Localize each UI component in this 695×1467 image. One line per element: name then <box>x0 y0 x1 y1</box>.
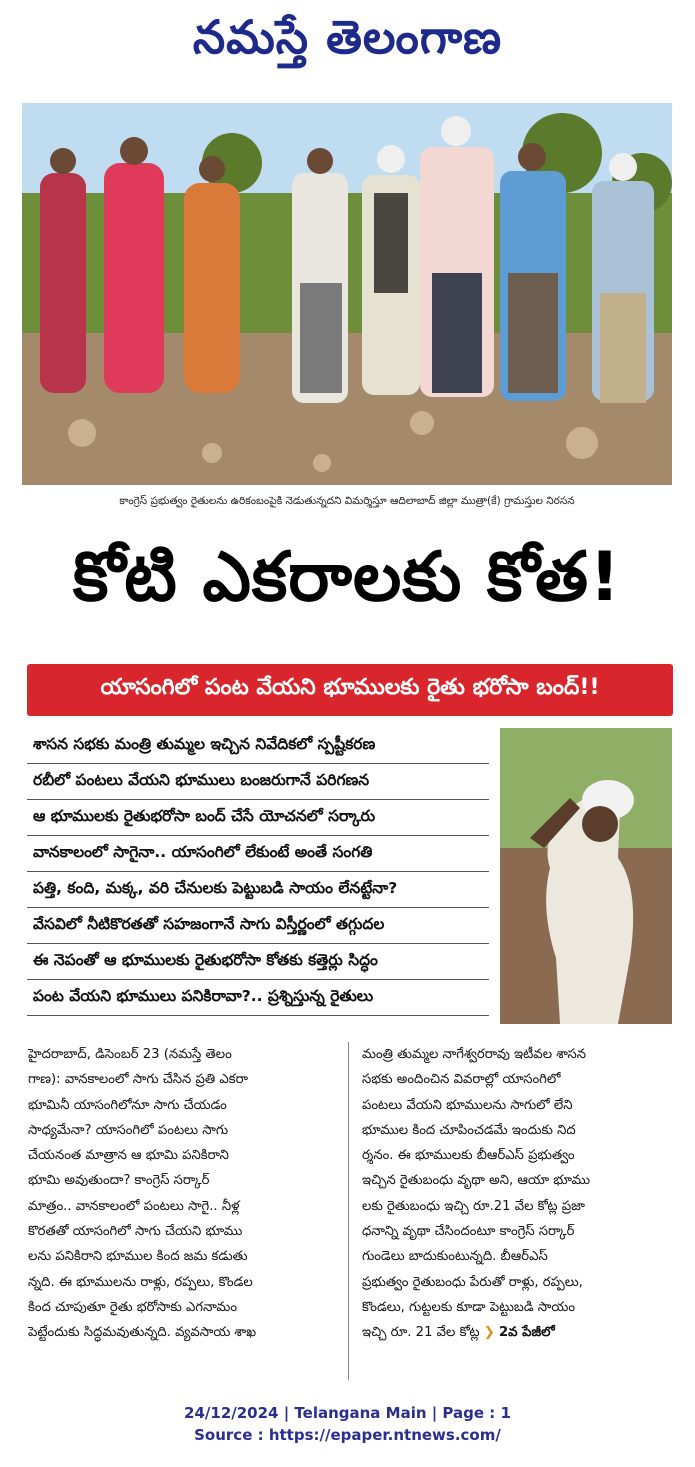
article-line: ర్శనం. ఈ భూములకు బీఆర్ఎస్ ప్రభుత్వం <box>362 1148 575 1164</box>
article-line: గుండెలు బాదుకుంటున్నది. బీఆర్ఎస్ <box>362 1249 548 1265</box>
highlights-list <box>27 728 489 1016</box>
article-line: భూమినీ యాసంగిలోనూ సాగు చేయడం <box>28 1097 227 1113</box>
farmer-photo <box>500 728 672 1024</box>
article-line: సాధ్యమేనా? యాసంగిలో పంటలు సాగు <box>28 1122 229 1138</box>
highlight-item: పత్తి, కంది, మక్క, వరి చేనులకు పెట్టుబడి సాయం లేనట్టేనా? <box>27 872 489 908</box>
highlight-item: శాసన సభకు మంత్రి తుమ్మల ఇచ్చిన నివేదికలో స్పష్టీకరణ <box>27 728 489 764</box>
article-line: న్నది. ఈ భూములను రాళ్లు, రప్పలు, కొండల <box>28 1274 253 1290</box>
headline <box>22 520 672 650</box>
highlight-item: ఆ భూములకు రైతుభరోసా బంద్ చేసే యోచనలో సర్కారు <box>27 800 489 836</box>
article-line: ఇచ్చిన రైతుబంధు వృథా అని, ఆయా భూము <box>362 1173 591 1189</box>
article-line: చేయనంత మాత్రాన ఆ భూమి పనికిరాని <box>28 1148 229 1164</box>
headline-text: కోటి ఎకరాలకు కోత! <box>72 537 622 617</box>
subheadline-banner <box>27 664 673 716</box>
column-divider <box>348 1042 349 1380</box>
article-line: హైదరాబాద్, డిసెంబర్ 23 (నమస్తే తెలం <box>28 1047 232 1062</box>
article-column-1 <box>28 1042 338 1346</box>
article-line: మాత్రం.. వానకాలంలో పంటలు సాగై.. నీళ్ల <box>28 1198 240 1214</box>
article-line: మంత్రి తుమ్మల నాగేశ్వరరావు ఇటీవల శాసన <box>362 1047 586 1062</box>
article-line: పెట్టేందుకు సిద్ధమవుతున్నది. వ్యవసాయ శాఖ <box>28 1325 257 1341</box>
article-line: ధనాన్ని వృథా చేసిందంటూ కాంగ్రెస్ సర్కార్ <box>362 1224 575 1240</box>
article-line-last <box>362 1320 672 1345</box>
page-footer <box>0 1402 695 1446</box>
article-column-2 <box>362 1042 672 1346</box>
photo-caption: కాంగ్రెస్ ప్రభుత్వం రైతులను ఉరికంబంపైకి నెడుతున్నదని విమర్శిస్తూ ఆదిలాబాద్ జిల్లా ముత్రా(కే) గ్రామస్తుల నిరసన <box>119 495 575 507</box>
article-line: ప్రభుత్వం రైతుబంధు పేరుతో రాళ్లు, రప్పలు, <box>362 1274 583 1290</box>
article-line: భూమి అవుతుందా? కాంగ్రెస్ సర్కార్ <box>28 1173 210 1189</box>
newspaper-title: నమస్తే తెలంగాణ <box>192 10 503 64</box>
article-line: కింద చూపుతూ రైతు భరోసాకు ఎగనామం <box>28 1299 238 1315</box>
footer-edition-info: 24/12/2024 | Telangana Main | Page : 1 <box>184 1404 511 1422</box>
article-line: లకు రైతుబంధు ఇచ్చి రూ.21 వేల కోట్ల ప్రజా <box>362 1198 585 1214</box>
article-last-text: ఇచ్చి రూ. 21 వేల కోట్ల <box>362 1325 480 1341</box>
highlight-item: పంట వేయని భూములు పనికిరావా?.. ప్రశ్నిస్తున్న రైతులు <box>27 980 489 1016</box>
highlight-item: ఈ నెపంతో ఆ భూములకు రైతుభరోసా కోతకు కత్తెర్లు సిద్ధం <box>27 944 489 980</box>
article-line: కొండలు, గుట్టలకు కూడా పెట్టుబడి సాయం <box>362 1299 576 1315</box>
article-line: గాణ): వానకాలంలో సాగు చేసిన ప్రతి ఎకరా <box>28 1072 248 1088</box>
article-line: కొరతతో యాసంగిలో సాగు చేయని భూము <box>28 1224 243 1240</box>
continued-on-page-link[interactable]: 2వ పేజీలో <box>499 1325 555 1341</box>
lead-photo <box>22 103 672 485</box>
highlight-item: రబీలో పంటలు వేయని భూములు బంజరుగానే పరిగణన <box>27 764 489 800</box>
article-line: సభకు అందించిన వివరాల్లో యాసంగిలో <box>362 1072 561 1088</box>
subheadline-text: యాసంగిలో పంట వేయని భూములకు రైతు భరోసా బంద్!! <box>100 675 600 700</box>
article-line: లను పనికిరాని భూముల కింద జమ కడుతు <box>28 1249 248 1265</box>
article-line: పంటలు వేయని భూములను సాగులో లేని <box>362 1097 573 1113</box>
highlight-item: వేసవిలో నీటికొరతతో సహజంగానే సాగు విస్తీర్ణంలో తగ్గుదల <box>27 908 489 944</box>
masthead <box>0 0 695 86</box>
footer-source: Source : https://epaper.ntnews.com/ <box>194 1426 501 1444</box>
continued-arrow-icon: ❯ <box>483 1325 495 1341</box>
highlight-item: వానకాలంలో సాగైనా.. యాసంగిలో లేకుంటే అంతే సంగతి <box>27 836 489 872</box>
article-line: భూముల కింద చూపించడమే ఇందుకు నిద <box>362 1122 576 1138</box>
